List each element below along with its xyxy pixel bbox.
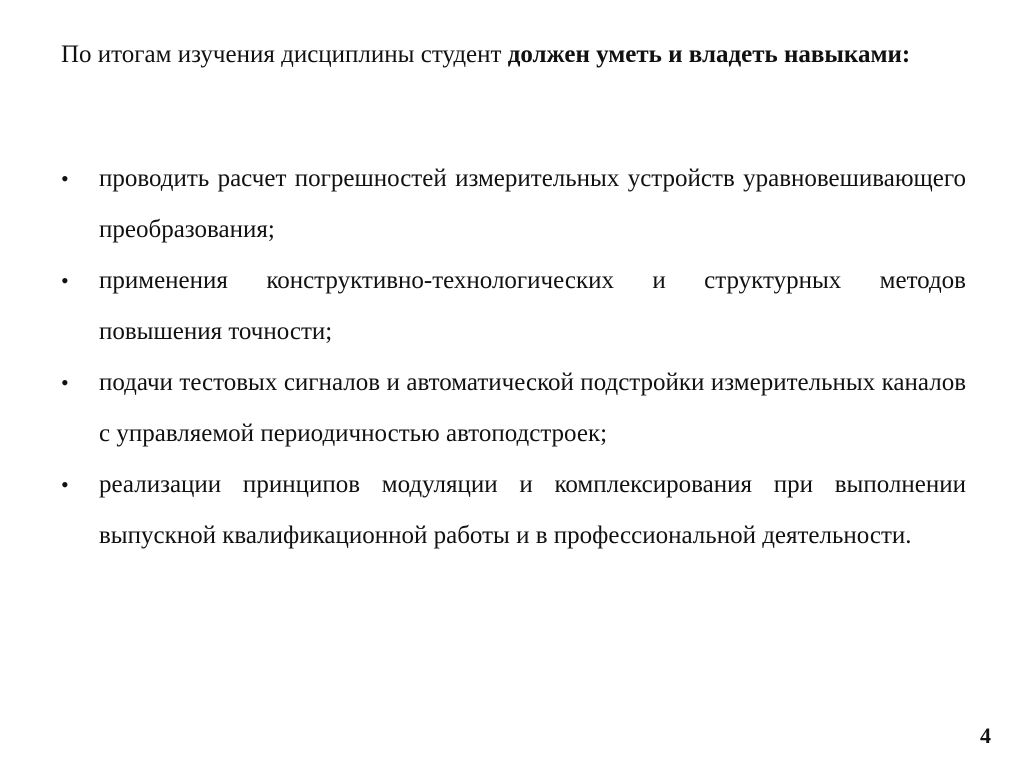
bullet-icon: • [61,166,69,191]
list-item-text: подачи тестовых сигналов и автоматической подстройки измерительных каналов с управляемой периодичностью автоподстроек; [99,369,966,447]
list-item-text: реализации принципов модуляции и комплексирования при выполнении выпускной квалификационной работы и в профессиональной деятельности. [99,471,966,549]
list-item-text: проводить расчет погрешностей измерительных устройств уравновешивающего преобразования; [99,165,966,243]
intro-bold-text: должен уметь и владеть навыками: [507,41,911,68]
bullet-icon: • [61,370,69,395]
list-item [61,255,966,357]
list-item-text: применения конструктивно-технологических и структурных методов повышения точности; [99,267,966,345]
page-number: 4 [980,723,991,748]
bullet-icon: • [61,268,69,293]
list-item [61,459,966,561]
list-item [61,357,966,459]
intro-text: По итогам изучения дисциплины студент [61,41,508,68]
bullet-icon: • [61,472,69,497]
skills-list [61,153,966,561]
intro-paragraph [61,34,941,75]
list-item [61,153,966,255]
